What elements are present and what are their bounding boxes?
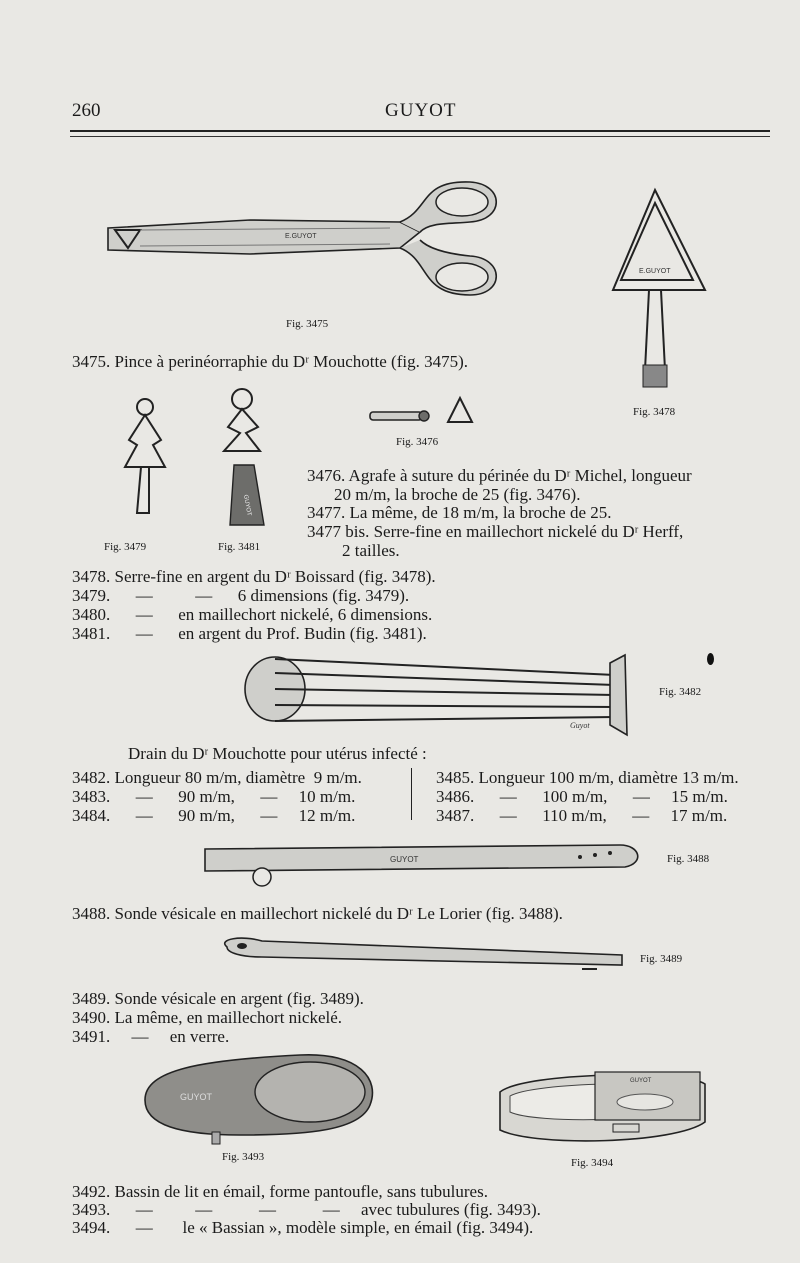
entry-3494: 3494. — le « Bassian », modèle simple, en émail (fig. 3494). (72, 1218, 534, 1237)
entry-3489: 3489. Sonde vésicale en argent (fig. 3489). (72, 989, 364, 1008)
entry-3480: 3480. — en maillechort nickelé, 6 dimensions. (72, 605, 433, 624)
ink-dot (707, 653, 714, 665)
entry-3481: 3481. — en argent du Prof. Budin (fig. 3481). (72, 624, 427, 643)
drain-illustration (235, 645, 635, 740)
caption-fig-3489: Fig. 3489 (640, 953, 683, 965)
sonde-3489-illustration (222, 935, 632, 975)
header-rule (70, 130, 770, 132)
entry-3477-bis-cont: 2 tailles. (342, 541, 400, 560)
drain-row-left: 3482. Longueur 80 m/m, diamètre 9 m/m. (72, 768, 362, 787)
serrefine-mark: E.GUYOT (639, 268, 671, 275)
agrafe-illustration (368, 392, 488, 432)
entry-3476: 3476. Agrafe à suture du périnée du Dʳ Michel, longueur (307, 466, 692, 485)
drain-row-left: 3483. — 90 m/m, — 10 m/m. (72, 787, 356, 806)
entry-3490: 3490. La même, en maillechort nickelé. (72, 1008, 343, 1027)
entry-3477: 3477. La même, de 18 m/m, la broche de 25. (307, 503, 612, 522)
forceps-mark: E.GUYOT (285, 233, 317, 240)
serrefine-3479-illustration (115, 395, 175, 525)
f3482-mark: Guyot (570, 721, 590, 730)
caption-fig-3494: Fig. 3494 (571, 1157, 614, 1169)
forceps-illustration (100, 170, 520, 320)
entry-3475: 3475. Pince à perinéorraphie du Dʳ Mouchotte (fig. 3475). (72, 352, 469, 371)
sonde-3488-illustration (200, 835, 650, 890)
f3481-mark: GUYOT (242, 494, 252, 517)
running-title: GUYOT (385, 100, 457, 121)
entry-3476-cont: 20 m/m, la broche de 25 (fig. 3476). (334, 485, 581, 504)
serrefine-3481-illustration (210, 385, 280, 530)
caption-fig-3488: Fig. 3488 (667, 853, 710, 865)
sonde-mark: GUYOT (390, 855, 419, 864)
drain-row-right: 3487. — 110 m/m, — 17 m/m. (436, 806, 728, 825)
caption-fig-3476: Fig. 3476 (396, 436, 439, 448)
bassian-mark: GUYOT (630, 1078, 652, 1084)
header-rule-thin (70, 136, 770, 137)
entry-3493: 3493. — — — — avec tubulures (fig. 3493). (72, 1200, 541, 1219)
entry-3492: 3492. Bassin de lit en émail, forme pantoufle, sans tubulures. (72, 1182, 488, 1201)
entry-3491: 3491. — en verre. (72, 1027, 230, 1046)
entry-3479: 3479. — — 6 dimensions (fig. 3479). (72, 586, 410, 605)
page-number: 260 (72, 100, 101, 121)
drain-row-right: 3485. Longueur 100 m/m, diamètre 13 m/m. (436, 768, 739, 787)
bassin-pantoufle-illustration (140, 1050, 380, 1150)
caption-fig-3479: Fig. 3479 (104, 541, 147, 553)
caption-fig-3493: Fig. 3493 (222, 1151, 265, 1163)
entry-3477-bis: 3477 bis. Serre-fine en maillechort nickelé du Dʳ Herff, (307, 522, 684, 541)
bassian-illustration (495, 1062, 710, 1157)
drain-row-left: 3484. — 90 m/m, — 12 m/m. (72, 806, 356, 825)
column-divider (411, 768, 412, 820)
entry-3488: 3488. Sonde vésicale en maillechort nickelé du Dʳ Le Lorier (fig. 3488). (72, 904, 563, 923)
drain-intro: Drain du Dʳ Mouchotte pour utérus infecté : (128, 744, 427, 763)
caption-fig-3475: Fig. 3475 (286, 318, 329, 330)
serrefine-3478-illustration (605, 185, 715, 395)
caption-fig-3481: Fig. 3481 (218, 541, 261, 553)
caption-fig-3478: Fig. 3478 (633, 406, 676, 418)
bassin-mark: GUYOT (180, 1092, 213, 1102)
caption-fig-3482: Fig. 3482 (659, 686, 702, 698)
entry-3478: 3478. Serre-fine en argent du Dʳ Boissard (fig. 3478). (72, 567, 436, 586)
drain-row-right: 3486. — 100 m/m, — 15 m/m. (436, 787, 728, 806)
